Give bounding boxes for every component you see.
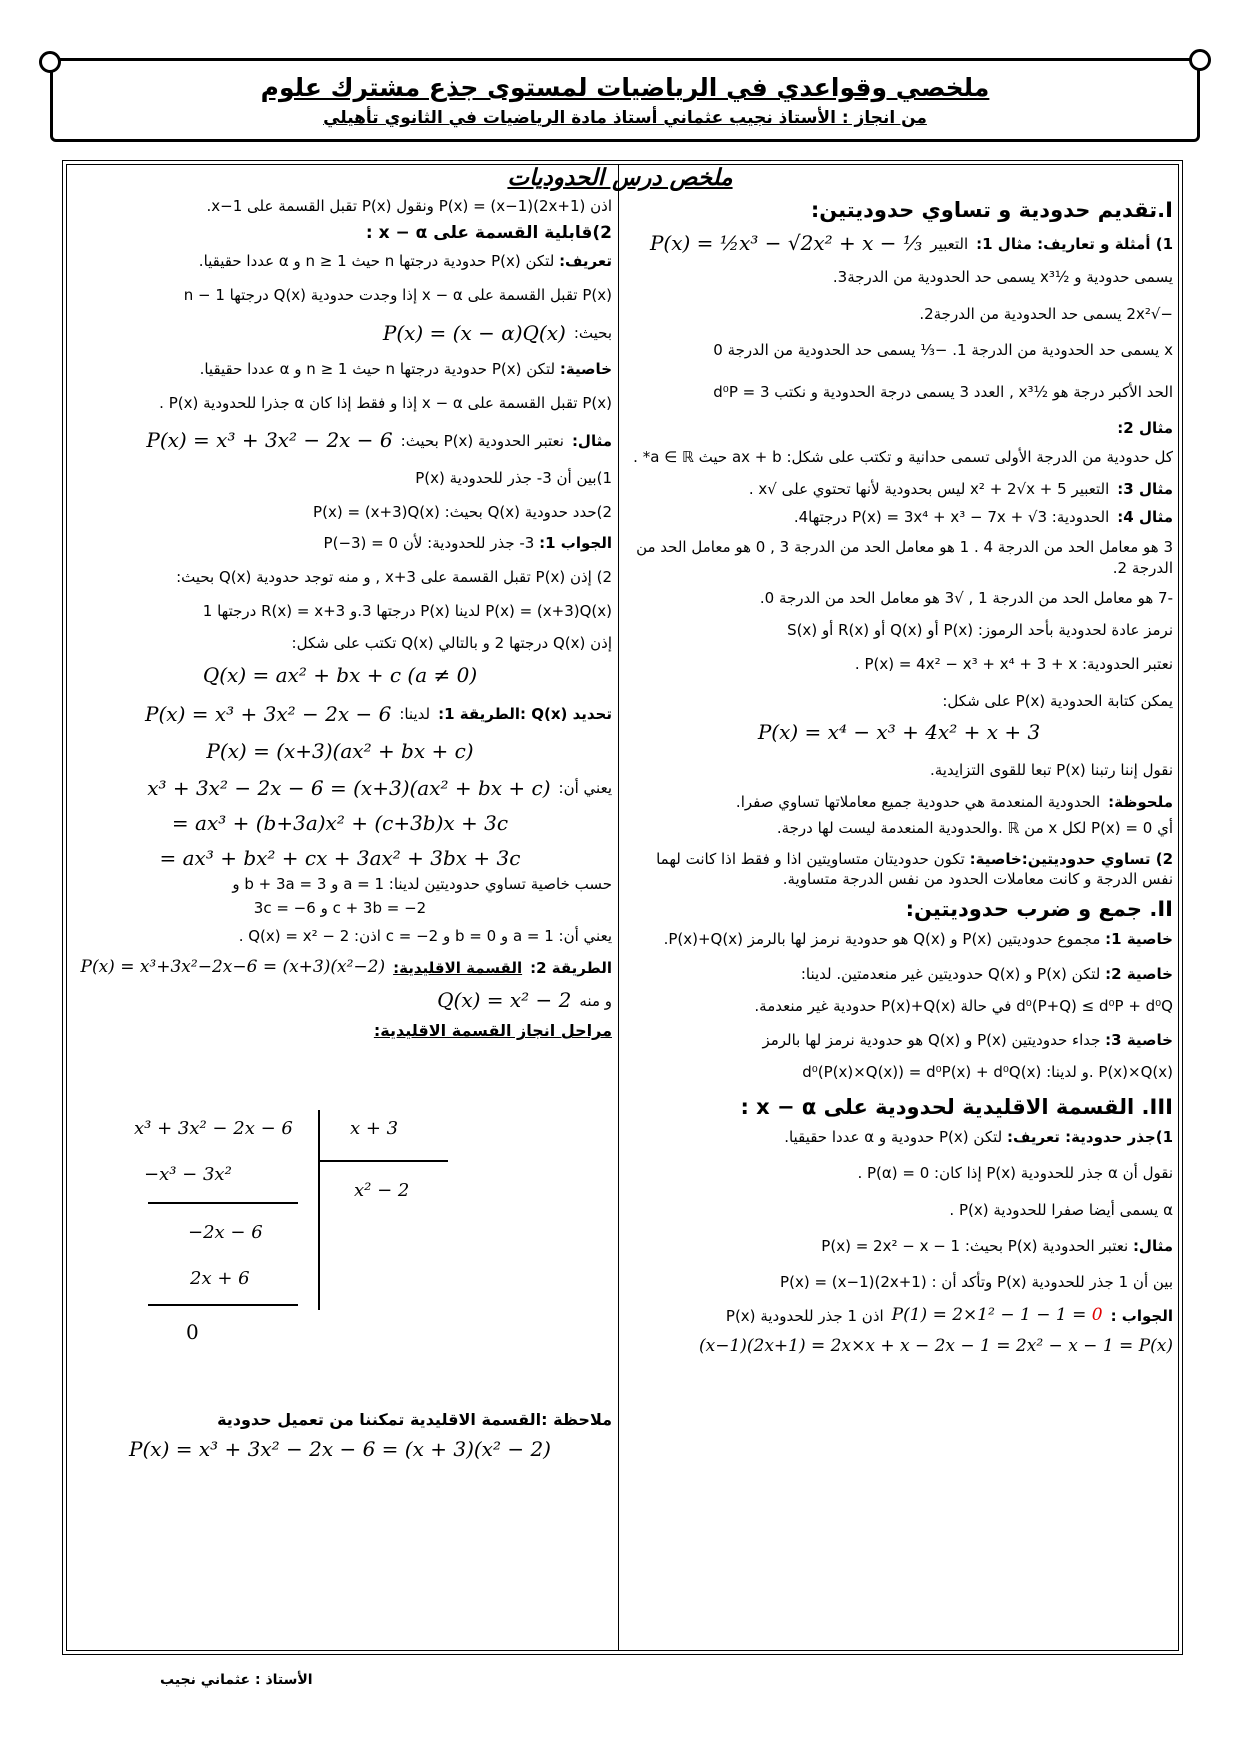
method-1-eq-5: = ax³ + bx² + cx + 3ax² + 3bx + 3c bbox=[159, 845, 521, 870]
example-equation: P(x) = x³ + 3x² − 2x − 6 bbox=[146, 428, 393, 453]
method-1-eq-3: x³ + 3x² − 2x − 6 = (x+3)(ax² + bx + c) bbox=[147, 775, 551, 800]
division-divisor-line bbox=[318, 1160, 448, 1162]
answer-row bbox=[625, 1304, 1173, 1327]
term-line-3: x يسمى حد الحدودية من الدرجة 1. −⅓ يسمى حد الحدودية من الدرجة 0 bbox=[713, 340, 1173, 359]
right-column bbox=[625, 196, 1173, 1358]
section-1-title: I.تقديم حدودية و تساوي حدوديتين: bbox=[810, 198, 1173, 222]
answer-tail: اذن 1 جذر للحدودية P(x) bbox=[725, 1306, 884, 1325]
property-2-text: لتكن P(x) و Q(x) حدوديتين غير منعدمتين. لدينا: bbox=[800, 964, 1101, 983]
method-1-system-2: c + 3b = −2 و 3c = −6 bbox=[253, 898, 427, 917]
root-label: 1)جذر حدودية: تعريف: bbox=[1007, 1128, 1173, 1147]
root-example bbox=[625, 1236, 1173, 1256]
equation-p1: P(x) = ½x³ − √2x² + x − ⅓ bbox=[649, 231, 923, 256]
definition-text: لتكن P(x) حدودية درجتها n حيث n ≥ 1 و α عددا حقيقيا. bbox=[198, 252, 555, 271]
root-example-label: مثال: bbox=[1132, 1236, 1173, 1255]
property-3-text: جداء حدوديتين P(x) و Q(x) هو حدودية نرمز لها بالرمز bbox=[762, 1031, 1101, 1050]
method-2-title: القسمة الاقليدية: bbox=[393, 958, 523, 977]
method-1-row bbox=[68, 701, 612, 728]
answer-2b: P(x) = (x+3)Q(x) لدينا P(x) درجتها 3.و R(x) = x+3 درجتها 1 bbox=[202, 602, 612, 621]
answer-1-label: الجواب 1: bbox=[539, 533, 612, 552]
page-title: ملخصي وقواعدي في الرياضيات لمستوى جذع مشترك علوم bbox=[260, 73, 990, 102]
example-3-text: التعبير x² + 2√x + 5 ليس بحدودية لأنها تحتوي على √x . bbox=[748, 479, 1110, 498]
definition-text-3: بحيث: bbox=[573, 324, 612, 343]
ordered-equation-row bbox=[625, 719, 1173, 746]
method-1-means: يعني أن: bbox=[558, 779, 612, 798]
example-2-text: كل حدودية من الدرجة الأولى تسمى حدانية و تكتب على شكل: ax + b حيث a ∈ ℝ* . bbox=[633, 447, 1173, 466]
section-3-title: III. القسمة الاقليدية لحدودية على x − α : bbox=[740, 1094, 1173, 1119]
answer-equation bbox=[892, 1304, 1103, 1327]
root-text: لتكن P(x) حدودية و α عددا حقيقيا. bbox=[784, 1128, 1003, 1147]
q-form-row bbox=[68, 662, 612, 689]
example-2-label: مثال 2: bbox=[1117, 419, 1173, 438]
canwrite-line: يمكن كتابة الحدودية P(x) على شكل: bbox=[942, 691, 1173, 710]
property-1-text: مجموع حدوديتين P(x) و Q(x) هو حدودية نرمز لها بالرمز P(x)+Q(x). bbox=[663, 930, 1101, 949]
method-1-eq-2-row bbox=[68, 738, 612, 765]
example-text: نعتبر الحدودية P(x) بحيث: bbox=[400, 431, 564, 450]
divisibility-title: 2)قابلية القسمة على x − α : bbox=[365, 223, 612, 244]
answer-equation-2: (x−1)(2x+1) = 2x×x + x − 2x − 1 = 2x² − x − 1 = P(x) bbox=[698, 1336, 1173, 1357]
example-1-row bbox=[625, 230, 1173, 257]
definition-equation: P(x) = (x − α)Q(x) bbox=[382, 320, 566, 345]
example-2-row bbox=[625, 418, 1173, 467]
answer-2c: إذن Q(x) درجتها 2 و بالتالي Q(x) تكتب على شكل: bbox=[291, 634, 612, 653]
division-remainder-2: 0 bbox=[186, 1320, 199, 1344]
property-2-label: خاصية 2: bbox=[1105, 964, 1173, 983]
method-1-eq-2: P(x) = (x+3)(ax² + bx + c) bbox=[206, 738, 474, 763]
symbols-line: نرمز عادة لحدودية بأحد الرموز: P(x) أو Q(x) أو R(x) أو S(x) bbox=[787, 621, 1173, 640]
definition-text-2: P(x) تقبل القسمة على x − α إذا وجدت حدودية Q(x) درجتها n − 1 bbox=[183, 286, 612, 305]
property-3-text-2: P(x)×Q(x) .و لدينا: d⁰(P(x)×Q(x)) = d⁰P(x) + d⁰Q(x) bbox=[802, 1063, 1173, 1082]
property-2-text-2: d⁰(P+Q) ≤ d⁰P + d⁰Q في حالة P(x)+Q(x) حدودية غير منعدمة. bbox=[754, 996, 1173, 1015]
note-text: ملاحظة :القسمة الاقليدية تمكننا من تعميل حدودية bbox=[217, 1410, 612, 1429]
method-1-eq-4-row bbox=[68, 810, 612, 837]
method-1-eq-3-row bbox=[68, 775, 612, 802]
property-1 bbox=[625, 929, 1173, 949]
equality-label: 2) تساوي حدوديتين:خاصية: bbox=[969, 849, 1173, 868]
answer-1-text: 3- جذر للحدودية: لأن P(−3) = 0 bbox=[323, 533, 535, 552]
method-2-row bbox=[68, 956, 612, 979]
root-example-text-2: بين أن 1 جذر للحدودية P(x) وتأكد أن : P(x) = (x−1)(2x+1) bbox=[780, 1273, 1173, 1292]
division-subtrahend-1: −x³ − 3x² bbox=[144, 1164, 232, 1185]
long-division bbox=[118, 1110, 518, 1410]
example-1-label: 1) أمثلة و تعاريف: مثال 1: bbox=[976, 234, 1173, 253]
lesson-title: ملخص درس الحدوديات bbox=[507, 165, 733, 191]
note-equation: P(x) = x³ + 3x² − 2x − 6 = (x + 3)(x² − 2) bbox=[129, 1437, 551, 1461]
question-1: 1)بين أن 3- جذر للحدودية P(x) bbox=[415, 469, 612, 488]
root-text-2: نقول أن α جذر للحدودية P(x) إذا كان: P(α) = 0 . bbox=[857, 1164, 1173, 1183]
column-divider bbox=[618, 164, 619, 1651]
page-subtitle: من انجاز : الأستاذ نجيب عثماني أستاذ مادة الرياضيات في الثانوي تأهيلي bbox=[323, 108, 927, 128]
equality-text: تكون حدوديتان متساويتين اذا و فقط اذا كانت لهما نفس الدرجة و كانت معاملات الحدود من نفس الدرجة متساوية. bbox=[656, 849, 1173, 888]
method-1-eq-5-row bbox=[68, 845, 612, 872]
section-2-title: II. جمع و ضرب حدوديتين: bbox=[905, 897, 1173, 922]
answer-label: الجواب : bbox=[1110, 1306, 1173, 1325]
method-1-eq-1: P(x) = x³ + 3x² − 2x − 6 bbox=[145, 701, 392, 726]
root-text-3: α يسمى أيضا صفرا للحدودية P(x) . bbox=[949, 1200, 1173, 1219]
remark-label: ملحوظة: bbox=[1108, 793, 1173, 812]
term-line-1: يسمى حدودية و ½x³ يسمى حد الحدودية من الدرجة3. bbox=[832, 268, 1173, 287]
term-line-2: −√2x² يسمى حد الحدودية من الدرجة2. bbox=[919, 304, 1173, 323]
method-2-result-row bbox=[68, 987, 612, 1014]
property bbox=[68, 359, 612, 379]
example-row bbox=[68, 427, 612, 454]
q-form-equation: Q(x) = ax² + bx + c (a ≠ 0) bbox=[202, 662, 478, 687]
division-dividend: x³ + 3x² − 2x − 6 bbox=[134, 1118, 293, 1139]
property-3-label: خاصية 3: bbox=[1105, 1031, 1173, 1050]
definition-equation-row bbox=[68, 320, 612, 347]
consider-line: نعتبر الحدودية: P(x) = 4x² − x³ + x⁴ + 3 + x . bbox=[854, 655, 1173, 674]
answer-2: 2) إذن P(x) تقبل القسمة على x+3 , و منه توجد حدودية Q(x) بحيث: bbox=[176, 567, 612, 586]
equality-property bbox=[625, 849, 1173, 890]
method-1-label: تحديد Q(x) :الطريقة 1: bbox=[438, 705, 612, 724]
answer-1 bbox=[68, 533, 612, 553]
remark-text: الحدودية المنعدمة هي حدودية جميع معاملاتها تساوي صفرا. bbox=[735, 793, 1101, 812]
division-subtrahend-2: 2x + 6 bbox=[190, 1268, 250, 1289]
root-example-text: نعتبر الحدودية P(x) بحيث: P(x) = 2x² − x − 1 bbox=[821, 1236, 1129, 1255]
footer-author: الأستاذ : عثماني نجيب bbox=[160, 1672, 313, 1688]
answer-zero: 0 bbox=[1091, 1305, 1103, 1326]
property-2 bbox=[625, 964, 1173, 984]
method-2-label: الطريقة 2: bbox=[530, 958, 612, 977]
note-equation-row bbox=[68, 1437, 612, 1461]
division-subtract-line-1 bbox=[148, 1202, 298, 1204]
factoring-note bbox=[68, 1410, 612, 1461]
method-1-system-1: حسب خاصية تساوي حدوديتين لدينا: a = 1 و b + 3a = 3 و bbox=[232, 874, 612, 893]
header-banner bbox=[50, 58, 1200, 142]
example-4-row bbox=[625, 507, 1173, 527]
example-3-label: مثال 3: bbox=[1117, 479, 1173, 498]
example-4-text: الحدودية: P(x) = 3x⁴ + x³ − 7x + √3 درجتها4. bbox=[793, 508, 1110, 527]
answer-equation-lhs: P(1) = 2×1² − 1 − 1 = bbox=[891, 1305, 1087, 1326]
coefficients-line-2: -7 هو معامل الحد من الدرجة 1 , √3 هو معامل الحد من الدرجة 0. bbox=[759, 588, 1173, 607]
question-2: 2)حدد حدودية Q(x) بحيث: P(x) = (x+3)Q(x) bbox=[313, 503, 612, 522]
division-divisor: x + 3 bbox=[350, 1118, 399, 1139]
method-1-text: لدينا: bbox=[399, 705, 431, 724]
property-text-2: P(x) تقبل القسمة على x − α إذا و فقط إذا كان α جذرا للحدودية P(x) . bbox=[159, 393, 612, 412]
term-line-4: الحد الأكبر درجة هو ½x³ , العدد 3 يسمى درجة الحدودية و نكتب d⁰P = 3 bbox=[713, 383, 1173, 402]
example-label: مثال: bbox=[571, 431, 612, 450]
property-3 bbox=[625, 1030, 1173, 1050]
division-steps-title: مراحل انجاز القسمة الاقليدية: bbox=[373, 1021, 612, 1041]
factorization-line: اذن P(x) = (x−1)(2x+1) ونقول P(x) تقبل القسمة على x−1. bbox=[206, 197, 612, 215]
division-subtract-line-2 bbox=[148, 1304, 298, 1306]
method-1-result: يعني أن: a = 1 و b = 0 و c = −2 اذن: Q(x) = x² − 2 . bbox=[238, 927, 612, 946]
answer-equation-2-row bbox=[625, 1335, 1173, 1358]
definition-label: تعريف: bbox=[559, 252, 612, 271]
method-2-equation: P(x) = x³+3x²−2x−6 = (x+3)(x²−2) bbox=[80, 957, 386, 978]
remark-text-2: أي P(x) = 0 لكل x من ℝ .والحدودية المنعدمة ليست لها درجة. bbox=[776, 819, 1173, 838]
method-2-result: Q(x) = x² − 2 bbox=[437, 988, 572, 1013]
coefficients-line-1: 3 هو معامل الحد من الدرجة 4 . 1 هو معامل الحد من الدرجة 3 , 0 هو معامل الحد من الدرجة 2. bbox=[636, 538, 1173, 577]
property-1-label: خاصية 1: bbox=[1105, 930, 1173, 949]
ordered-equation: P(x) = x⁴ − x³ + 4x² + x + 3 bbox=[757, 719, 1041, 744]
method-2-then: و منه bbox=[579, 991, 612, 1010]
left-column bbox=[68, 196, 612, 1042]
ordered-text: نقول إننا رتبنا P(x) تبعا للقوى التزايدية. bbox=[929, 760, 1173, 779]
remark-row bbox=[625, 792, 1173, 812]
definition bbox=[68, 251, 612, 271]
division-remainder-1: −2x − 6 bbox=[188, 1222, 263, 1243]
division-quotient: x² − 2 bbox=[354, 1180, 410, 1201]
property-label: خاصية: bbox=[559, 359, 612, 378]
division-vertical-line bbox=[318, 1110, 320, 1310]
example-3-row bbox=[625, 479, 1173, 499]
property-text: لتكن P(x) حدودية درجتها n حيث n ≥ 1 و α عددا حقيقيا. bbox=[199, 359, 556, 378]
example-1-text: التعبير bbox=[930, 234, 969, 253]
method-1-eq-4: = ax³ + (b+3a)x² + (c+3b)x + 3c bbox=[171, 810, 509, 835]
root-definition bbox=[625, 1127, 1173, 1147]
example-4-label: مثال 4: bbox=[1117, 508, 1173, 527]
